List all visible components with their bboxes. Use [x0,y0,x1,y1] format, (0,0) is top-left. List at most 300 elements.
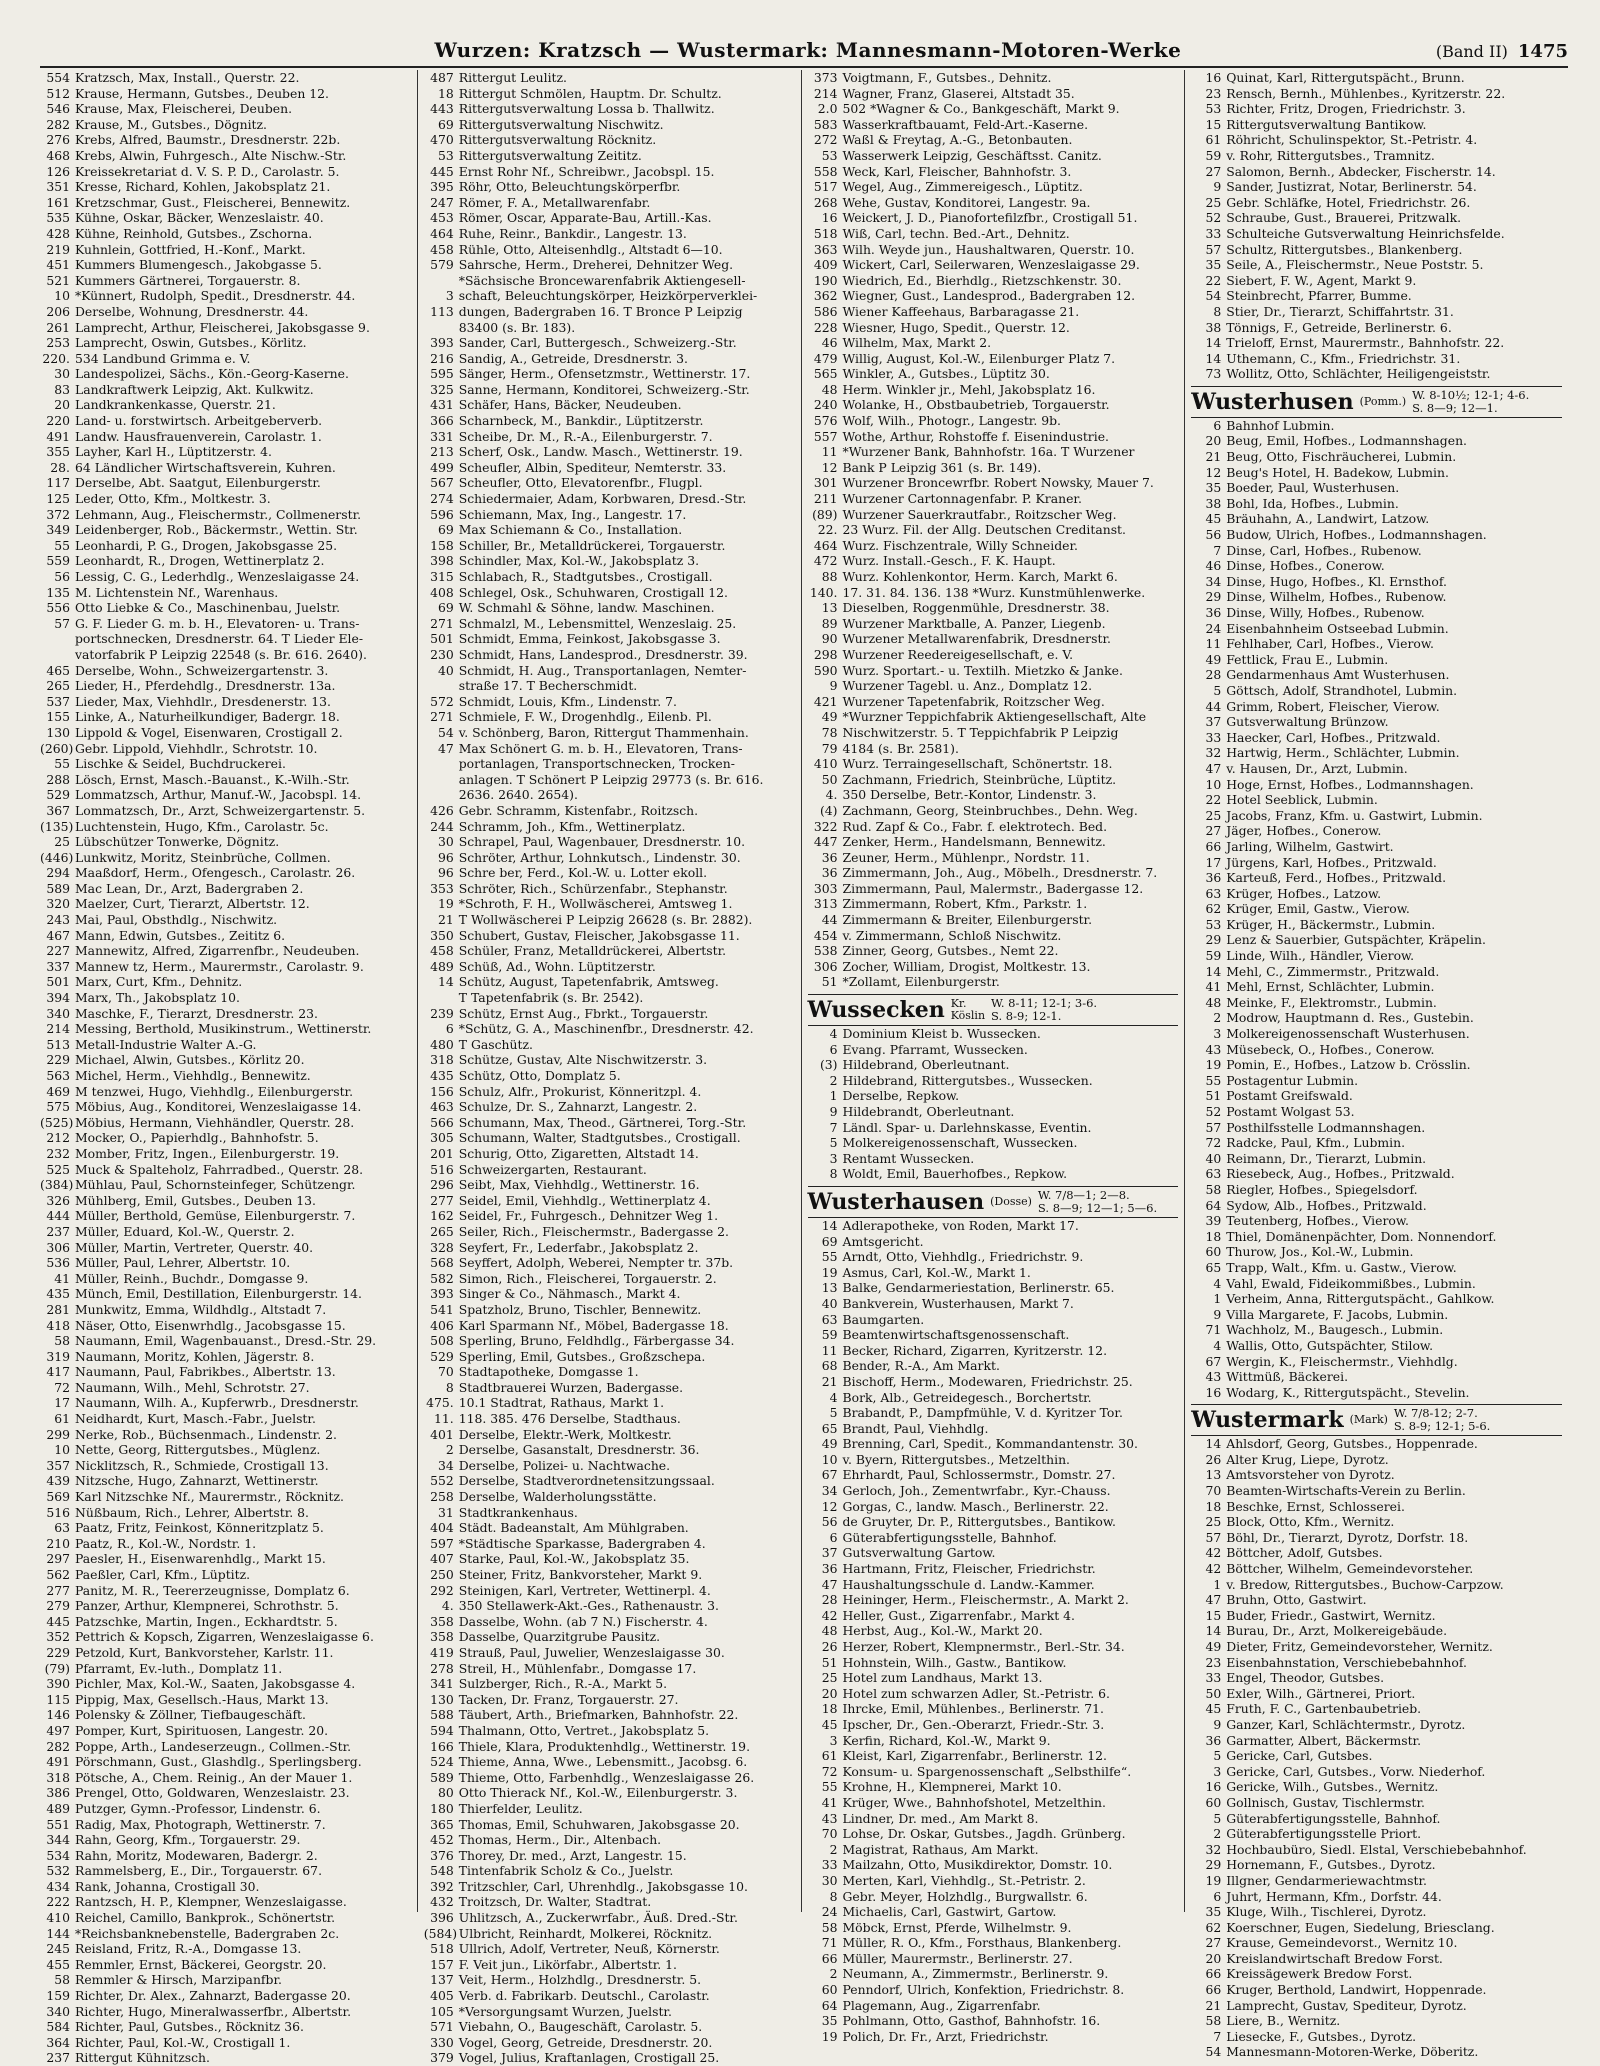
entry-text: Zimmermann, Robert, Kfm., Parkstr. 1. [842,896,1088,912]
phone-number: 271 [430,615,454,631]
entry-text: Wurz. Kohlenkontor, Herm. Karch, Markt 6. [842,569,1118,584]
list-item [808,772,1179,788]
entry-text: Layher, Karl H., Lüptitzerstr. 4. [75,444,272,460]
entry-text: Wiesner, Hugo, Spedit., Querstr. 12. [842,319,1070,335]
phone-number: 33 [821,1857,838,1873]
entry-text: Thiel, Domänenpächter, Dom. Nonnendorf. [1226,1228,1497,1244]
phone-number: 318 [430,1052,454,1068]
entry-text: *Städtische Sparkasse, Badergraben 4. [458,1535,706,1551]
list-item [424,257,795,273]
entry-text: Rentamt Wussecken. [842,1150,975,1166]
list-item [1191,1385,1562,1401]
entry-text: Seiler, Rich., Fleischermstr., Badergasse 2. [458,1223,729,1239]
entry-text: Marx, Th., Jakobsplatz 10. [75,990,240,1006]
entry-text: Siebert, F. W., Agent, Markt 9. [1226,272,1417,288]
entry-text: Müller, Reinh., Buchdr., Domgasse 9. [75,1270,309,1286]
entry-text: Naumann, Moritz, Kohlen, Jägerstr. 8. [75,1348,315,1364]
entry-text: Maschke, F., Tierarzt, Dresdnerstr. 23. [75,1005,318,1021]
list-item [808,1811,1179,1827]
entry-text: Wurzener Reedereigesellschaft, e. V. [842,646,1074,662]
entry-text: Möbius, Hermann, Viehhändler, Querstr. 28. [75,1114,355,1130]
list-item [808,647,1179,663]
entry-text: 502 *Wagner & Co., Bankgeschäft, Markt 9. [842,101,1120,117]
list-item [40,475,411,491]
list-item [424,1692,795,1708]
entry-text: Zachmann, Georg, Steinbruchbes., Dehn. Weg. [842,802,1138,818]
phone-number: 529 [46,787,70,803]
phone-number: 220. [42,350,70,366]
phone-number: 33 [1205,729,1222,745]
list-item [1191,179,1562,195]
list-item [1191,1369,1562,1385]
phone-number: 36 [1205,1732,1222,1748]
phone-number: 558 [813,163,838,179]
phone-number: 3 [445,288,454,304]
phone-number: 11 [1205,636,1222,652]
list-item [1191,366,1562,382]
entry-text: Scheufler, Otto, Elevatorenfbr., Flugpl. [458,475,703,491]
entry-text: Kuhnlein, Gottfried, H.-Konf., Markt. [75,241,306,257]
entry-text: Schumann, Walter, Stadtgutsbes., Crostigall. [458,1130,741,1146]
entry-text: Mai, Paul, Obsthdlg., Nischwitz. [75,912,278,928]
entry-text: Müsebeck, O., Hofbes., Conerow. [1226,1041,1435,1057]
list-item [424,164,795,180]
entry-text: Pomper, Kurt, Spirituosen, Langestr. 20. [75,1722,329,1738]
list-item [424,678,795,694]
phone-number: 258 [430,1489,454,1505]
list-item [808,179,1179,195]
phone-number: 468 [46,147,70,163]
phone-number: 516 [46,1504,70,1520]
phone-number: 572 [430,693,454,709]
list-item [40,1629,411,1645]
list-item [808,382,1179,398]
phone-number: 40 [821,1295,838,1311]
list-item [40,974,411,990]
list-item [424,1707,795,1723]
phone-number: 19 [437,896,454,912]
list-item [424,928,795,944]
phone-number: 292 [430,1582,454,1598]
phone-number: 58 [54,1972,70,1988]
phone-number: 32 [1205,1841,1222,1857]
list-item [808,678,1179,694]
list-item [808,756,1179,772]
section-heading [1191,386,1562,418]
list-item [40,2050,411,2066]
phone-number: 554 [46,70,70,85]
entry-text: Wagner, Franz, Glaserei, Altstadt 35. [842,85,1075,101]
list-item [424,320,795,336]
entry-text: Wodarg, K., Rittergutspächt., Stevelin. [1226,1384,1470,1400]
phone-number: 130 [430,1691,454,1707]
entry-text: T Gaschütz. [458,1036,533,1052]
list-item [40,1177,411,1193]
list-item [40,86,411,102]
phone-number: 36 [821,1561,838,1577]
phone-number: 524 [430,1754,454,1770]
entry-text: Römer, Oscar, Apparate-Bau, Artill.-Kas. [458,210,712,226]
list-item [40,195,411,211]
list-item [424,2019,795,2035]
entry-text: Radig, Max, Photograph, Wettinerstr. 7. [75,1816,326,1832]
list-item [808,86,1179,102]
list-item [808,741,1179,757]
list-item [1191,148,1562,164]
phone-number: 2 [829,1072,838,1088]
list-item [40,1333,411,1349]
list-item [424,101,795,117]
list-item [1191,465,1562,481]
entry-text: Dinse, Hugo, Hofbes., Kl. Ernsthof. [1226,573,1447,589]
list-item [424,148,795,164]
list-item [424,1162,795,1178]
entry-text: Dieselben, Roggenmühle, Dresdnerstr. 38. [842,600,1110,616]
list-item [424,1240,795,1256]
list-item [424,1754,795,1770]
list-item [40,444,411,460]
list-item [424,195,795,211]
entry-text: Krause, Max, Fleischerei, Deuben. [75,101,293,117]
list-item [424,1006,795,1022]
list-item [424,1286,795,1302]
phone-number: 565 [813,366,838,382]
phone-number: 4. [825,787,838,803]
list-item [40,1302,411,1318]
entry-text: Naumann, Wilh. A., Kupferwrb., Dresdnerstr. [75,1395,359,1411]
entry-text: Maelzer, Curt, Tierarzt, Albertstr. 12. [75,896,310,912]
phone-number: 35 [1205,1904,1222,1920]
phone-number: 62 [1205,901,1222,917]
list-item [40,1489,411,1505]
entry-text: Otto Thierack Nf., Kol.-W., Eilenburgerstr. 3. [458,1785,738,1801]
entry-text: Leonhardi, P. G., Drogen, Jakobsgasse 25. [75,537,338,553]
phone-number: 447 [813,834,838,850]
phone-number: 37 [821,1545,838,1561]
list-item [424,1567,795,1583]
entry-text: Ihrcke, Emil, Mühlenbes., Berlinerstr. 71. [842,1701,1104,1717]
phone-number: 22. [817,522,838,538]
entry-text: Balke, Gendarmeriestation, Berlinerstr. 65. [842,1280,1115,1296]
entry-text: Schindler, Max, Kol.-W., Jakobsplatz 3. [458,553,700,569]
phone-number: 53 [821,147,838,163]
entry-text: Möbck, Ernst, Pferde, Wilhelmstr. 9. [842,1919,1072,1935]
phone-number: 586 [813,303,838,319]
volume-label: (Band II) 1475 [1435,41,1568,62]
phone-number: 21 [1205,449,1222,465]
entry-text: Schulteiche Gutsverwaltung Heinrichsfelde. [1226,225,1505,241]
entry-text: Kluge, Wilh., Tischlerei, Dyrotz. [1226,1904,1427,1920]
list-item [808,1405,1179,1421]
entry-text: Rittergutsverwaltung Nischwitz. [458,116,664,132]
list-item [40,1520,411,1536]
entry-text: Derselbe, Repkow. [842,1088,960,1104]
phone-number: 268 [813,194,838,210]
phone-number: 29 [1205,589,1222,605]
entry-text: Marx, Curt, Kfm., Dehnitz. [75,974,243,990]
phone-number: 396 [430,1910,454,1926]
list-item [40,2004,411,2020]
list-item [424,1318,795,1334]
phone-number: 8 [1213,303,1222,319]
phone-number: 66 [1205,1982,1222,1998]
entry-text: Singer & Co., Nähmasch., Markt 4. [458,1286,681,1302]
entry-text: Schlegel, Osk., Schuhwaren, Crostigall 12. [458,584,728,600]
list-item [808,1057,1179,1073]
list-item [424,413,795,429]
list-item [424,1052,795,1068]
list-item [808,132,1179,148]
phone-number: 55 [1205,1072,1222,1088]
entry-text: Rittergutsverwaltung Zeititz. [458,147,642,163]
phone-number: 61 [821,1748,838,1764]
entry-text: portschnecken, Dresdnerstr. 64. T Lieder Ele- [75,631,364,647]
entry-text: Derselbe, Walderholungsstätte. [458,1489,657,1505]
list-item [808,725,1179,741]
list-item [1191,761,1562,777]
entry-text: Sandig, A., Getreide, Dresdnerstr. 3. [458,350,688,366]
phone-number: 66 [821,1950,838,1966]
entry-text: Panitz, M. R., Teererzeugnisse, Domplatz 6. [75,1582,350,1598]
list-item [1191,195,1562,211]
phone-number: 23 [1205,1654,1222,1670]
list-item [40,881,411,897]
phone-number: 559 [46,553,70,569]
entry-text: Kerfin, Richard, Kol.-W., Markt 9. [842,1732,1051,1748]
entry-text: portanlagen, Transportschnecken, Trocken- [458,756,735,772]
list-item [40,1115,411,1131]
entry-text: Derselbe, Wohnung, Dresdnerstr. 44. [75,303,309,319]
phone-number: 46 [821,335,838,351]
phone-number: 45 [821,1716,838,1732]
phone-number: 230 [430,646,454,662]
entry-text: Steinigen, Karl, Vertreter, Wettinerpl. 4. [458,1582,711,1598]
section-region: Kr. Köslin [950,997,986,1023]
list-item [808,460,1179,476]
entry-text: Riegler, Hofbes., Spiegelsdorf. [1226,1181,1418,1197]
phone-number: 23 [1205,85,1222,101]
entry-text: Gutsverwaltung Gartow. [842,1545,996,1561]
list-item [808,475,1179,491]
phone-number: 5 [1213,1810,1222,1826]
entry-text: Schmidt, H. Aug., Transportanlagen, Nemter- [458,662,747,678]
entry-text: Kratzsch, Max, Install., Querstr. 22. [75,70,300,85]
entry-text: Hoge, Ernst, Hofbes., Lodmannshagen. [1226,776,1474,792]
list-item [1191,870,1562,886]
phone-number: 25 [821,1670,838,1686]
entry-text: Näser, Otto, Eisenwrhdlg., Jacobsgasse 15. [75,1317,346,1333]
entry-text: Plagemann, Aug., Zigarrenfabr. [842,1997,1041,2013]
list-item [424,1084,795,1100]
list-item [808,1670,1179,1686]
list-item [40,1021,411,1037]
phone-number: 584 [46,2019,70,2035]
entry-text: Hochbaubüro, Siedl. Elstal, Verschiebebahnhof. [1226,1841,1527,1857]
list-item [1191,496,1562,512]
phone-number: 19 [821,2028,838,2044]
entry-text: Ganzer, Karl, Schlächtermstr., Dyrotz. [1226,1716,1466,1732]
list-item [1191,1623,1562,1639]
entry-text: Max Schönert G. m. b. H., Elevatoren, Trans- [458,740,743,756]
entry-text: Neidhardt, Kurt, Masch.-Fabr., Juelstr. [75,1411,316,1427]
entry-text: Wurzener Tapetenfabrik, Roitzscher Weg. [842,693,1105,709]
entry-text: Wickert, Carl, Seilerwaren, Wenzeslaigasse 29. [842,257,1140,273]
phone-number: 90 [821,631,838,647]
list-item [40,117,411,133]
column-2 [417,70,801,2066]
entry-text: Spatzholz, Bruno, Tischler, Bennewitz. [458,1301,702,1317]
entry-text: *Reichsbanknebenstelle, Badergraben 2c. [75,1925,340,1941]
list-item [808,1966,1179,1982]
list-item [40,101,411,117]
entry-text: Winkler, A., Gutsbes., Lüptitz 30. [842,366,1050,382]
list-item [40,1162,411,1178]
entry-text: 4184 (s. Br. 2581). [842,740,959,756]
list-item [424,756,795,772]
phone-number: 8 [829,1888,838,1904]
entry-text: Richter, Dr. Alex., Zahnarzt, Badergasse 20. [75,1988,351,2004]
list-item [40,1801,411,1817]
entry-text: Sperling, Bruno, Feldhdlg., Färbergasse 34. [458,1333,735,1349]
list-item [1191,1826,1562,1842]
list-item [424,1614,795,1630]
entry-text: Magistrat, Rathaus, Am Markt. [842,1841,1039,1857]
phone-number: (446) [40,849,74,865]
entry-text: Güterabfertigungsstelle, Bahnhof. [1226,1810,1441,1826]
entry-text: Mannesmann-Motoren-Werke, Döberitz. [1226,2044,1479,2060]
list-item [424,1661,795,1677]
list-item [424,1193,795,1209]
entry-text: Kretzschmar, Gust., Fleischerei, Bennewitz. [75,194,351,210]
entry-text: 534 Landbund Grimma e. V. [75,350,251,366]
phone-number: 44 [1205,698,1222,714]
entry-text: Zenker, Herm., Handelsmann, Bennewitz. [842,834,1106,850]
phone-number: 350 [430,927,454,943]
entry-text: Thomas, Herm., Dir., Altenbach. [458,1832,662,1848]
phone-number: 140. [809,584,838,600]
list-item [424,1505,795,1521]
entry-text: Wurzener Marktballe, A. Panzer, Liegenb. [842,615,1106,631]
phone-number: 24 [1205,620,1222,636]
list-item [1191,745,1562,761]
list-item [424,1177,795,1193]
list-item [40,1770,411,1786]
entry-text: Bahnhof Lubmin. [1226,417,1335,433]
entry-text: Wothe, Arthur, Rohstoffe f. Eisenindustrie. [842,428,1109,444]
list-item [1191,1904,1562,1920]
list-item [40,756,411,772]
phone-number: 16 [1205,70,1222,85]
list-item [40,1068,411,1084]
entry-text: Prengel, Otto, Goldwaren, Wenzeslaistr. 23. [75,1785,350,1801]
phone-number [424,990,459,1006]
phone-number: 21 [437,912,454,928]
phone-number: 12 [821,1498,838,1514]
phone-number: 552 [430,1473,454,1489]
entry-text: Schulze, Dr. S., Zahnarzt, Langestr. 2. [458,1099,698,1115]
phone-number: 50 [1205,1685,1222,1701]
entry-text: Derselbe, Wohn., Schweizergartenstr. 3. [75,662,329,678]
entry-text: Nette, Georg, Rittergutsbes., Müglenz. [75,1442,321,1458]
entry-text: Schmidt, Louis, Kfm., Lindenstr. 7. [458,693,677,709]
entry-text: Müller, R. O., Kfm., Forsthaus, Blankenberg. [842,1935,1122,1951]
list-item [40,569,411,585]
entry-text: Mehl, Ernst, Schlächter, Lubmin. [1226,979,1435,995]
entry-text: Derselbe, Abt. Saatgut, Eilenburgerstr. [75,475,321,491]
entry-text: Böttcher, Wilhelm, Gemeindevorsteher. [1226,1561,1474,1577]
list-item [424,1146,795,1162]
page-header [40,30,1568,68]
entry-text: G. F. Lieder G. m. b. H., Elevatoren- u. Trans- [75,615,360,631]
phone-number: 2 [1213,1010,1222,1026]
entry-text: Reichel, Camillo, Bankprok., Schönertstr. [75,1910,336,1926]
phone-number: 63 [54,1520,70,1536]
entry-text: Putzger, Gymn.-Professor, Lindenstr. 6. [75,1800,321,1816]
entry-text: Wittmüß, Bäckerei. [1226,1369,1349,1385]
list-item [1191,901,1562,917]
list-item [808,850,1179,866]
phone-number: 9 [1213,1716,1222,1732]
entry-text: Michael, Alwin, Gutsbes., Körlitz 20. [75,1052,305,1068]
entry-text: Reisland, Fritz, R.-A., Domgasse 13. [75,1941,302,1957]
entry-text: Pichler, Max, Kol.-W., Saaten, Jakobsgasse 4. [75,1676,356,1692]
phone-number: 43 [821,1810,838,1826]
entry-text: Schmiele, F. W., Drogenhdlg., Eilenb. Pl. [458,709,712,725]
list-item [1191,1436,1562,1452]
entry-text: Kresse, Richard, Kohlen, Jakobsplatz 21. [75,179,331,195]
phone-number: 28 [821,1592,838,1608]
list-item [40,2035,411,2051]
list-item [808,1857,1179,1873]
list-item [40,1411,411,1427]
list-item [808,1982,1179,1998]
list-item [1191,511,1562,527]
phone-number: 271 [430,709,454,725]
phone-number: (79) [44,1660,70,1676]
entry-text: Münch, Emil, Destillation, Eilenburgerstr. 14. [75,1286,362,1302]
phone-number: 33 [1205,1670,1222,1686]
phone-number: 320 [46,896,70,912]
list-item [808,148,1179,164]
list-item [1191,1592,1562,1608]
phone-number: 55 [821,1249,838,1265]
entry-text: Güterabfertigungsstelle, Bahnhof. [842,1529,1057,1545]
entry-text: 17. 31. 84. 136. 138 *Wurz. Kunstmühlenwerke. [842,584,1146,600]
phone-number: 14 [1205,1436,1222,1452]
phone-number: 265 [46,678,70,694]
phone-number: 313 [813,896,838,912]
phone-number: 453 [430,210,454,226]
phone-number: 240 [813,397,838,413]
entry-text: Michel, Herm., Viehhdlg., Bennewitz. [75,1068,311,1083]
list-item [808,709,1179,725]
entry-text: Wurzener Cartonnagenfabr. P. Kraner. [842,491,1082,507]
list-item [1191,855,1562,871]
entry-text: Wehe, Gustav, Konditorei, Langestr. 9a. [842,194,1091,210]
entry-text: Mann, Edwin, Gutsbes., Zeititz 6. [75,927,286,943]
phone-number: 1 [1213,1576,1222,1592]
phone-number: 38 [1205,319,1222,335]
entry-text: Kühne, Reinhold, Gutsbes., Zschorna. [75,225,313,241]
entry-text: Vogel, Julius, Kraftanlagen, Crostigall 25. [458,2050,720,2066]
entry-text: v. Schönberg, Baron, Rittergut Thammenhain. [458,724,749,740]
list-item [424,616,795,632]
entry-text: Uhlitzsch, A., Zuckerwrfabr., Äuß. Dred.-Str. [458,1910,738,1926]
phone-number: 49 [821,709,838,725]
entry-text: Landespolizei, Sächs., Kön.-Georg-Kaserne. [75,366,349,382]
entry-text: Linde, Wilh., Händler, Vierow. [1226,948,1415,964]
entry-text: Nitzsche, Hugo, Zahnarzt, Wettinerstr. [75,1473,319,1489]
